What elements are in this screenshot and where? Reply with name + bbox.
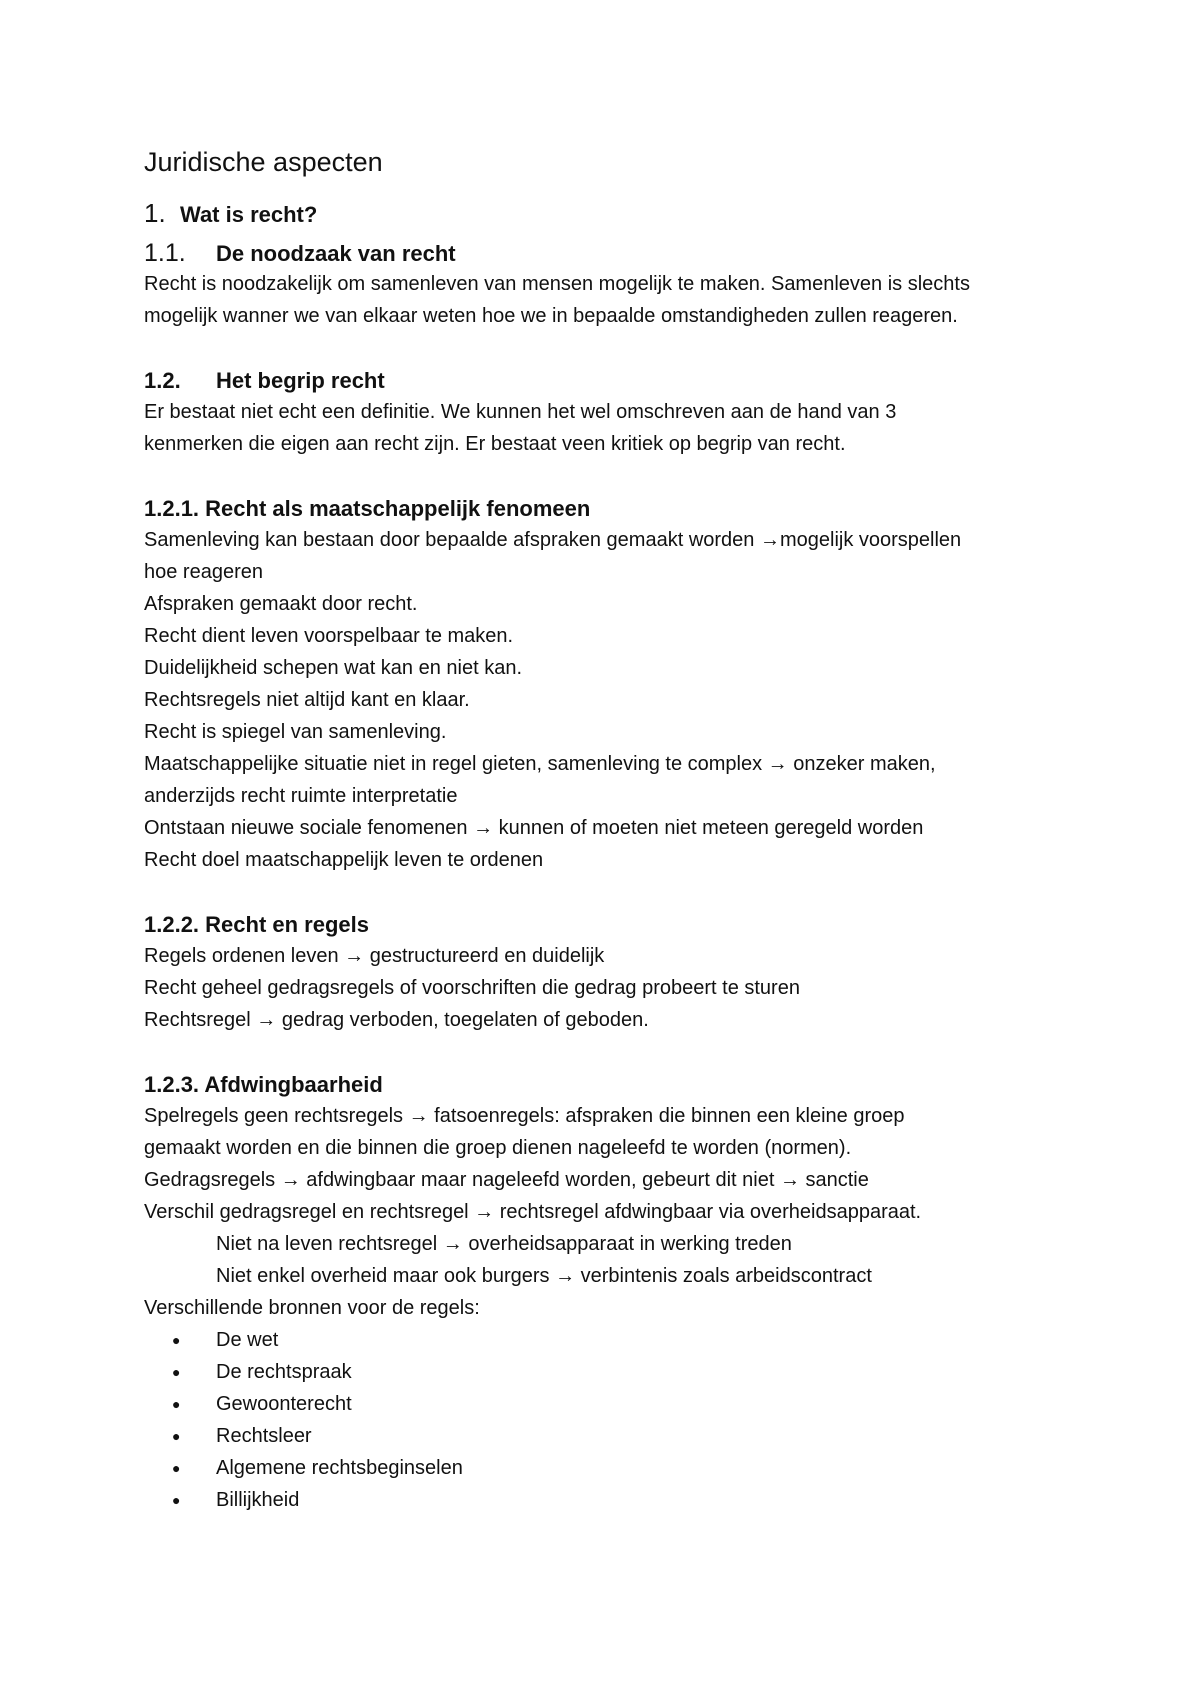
paragraph-line: anderzijds recht ruimte interpretatie: [144, 785, 458, 807]
heading-1-2-number: 1.2.: [144, 368, 181, 393]
bullet-icon: ●: [172, 1364, 181, 1380]
heading-1-2-3: 1.2.3. Afdwingbaarheid: [144, 1072, 383, 1097]
heading-1: [144, 198, 1074, 228]
heading-1-1-number: 1.1.: [144, 239, 186, 267]
paragraph-line: mogelijk wanner we van elkaar weten hoe we in bepaalde omstandigheden zullen reageren.: [144, 305, 958, 327]
heading-1-2-text: Het begrip recht: [216, 368, 385, 393]
paragraph-line: Afspraken gemaakt door recht.: [144, 593, 418, 615]
heading-1-text: Wat is recht?: [180, 202, 318, 227]
paragraph-line: Recht dient leven voorspelbaar te maken.: [144, 625, 514, 647]
paragraph-line: Rechtsregel → gedrag verboden, toegelaten of geboden.: [144, 1009, 649, 1031]
paragraph-line: gemaakt worden en die binnen die groep dienen nageleefd te worden (normen).: [144, 1137, 852, 1159]
document-title: Juridische aspecten: [144, 147, 383, 177]
sources-intro: Verschillende bronnen voor de regels:: [144, 1297, 480, 1319]
paragraph-line: Spelregels geen rechtsregels → fatsoenregels: afspraken die binnen een kleine groep: [144, 1105, 905, 1127]
paragraph-line: Samenleving kan bestaan door bepaalde afspraken gemaakt worden →mogelijk voorspellen: [144, 529, 962, 551]
paragraph-line: Verschil gedragsregel en rechtsregel → rechtsregel afdwingbaar via overheidsapparaat.: [144, 1201, 922, 1223]
paragraph-line: Gedragsregels → afdwingbaar maar nageleefd worden, gebeurt dit niet → sanctie: [144, 1169, 869, 1191]
bullet-icon: ●: [172, 1428, 181, 1444]
paragraph-line: hoe reageren: [144, 561, 263, 583]
list-item-text: Algemene rechtsbeginselen: [216, 1457, 463, 1479]
list-item-text: Billijkheid: [216, 1489, 300, 1511]
paragraph-line: Regels ordenen leven → gestructureerd en duidelijk: [144, 945, 605, 967]
list-item-text: Gewoonterecht: [216, 1393, 352, 1415]
list-item: [144, 1324, 1074, 1356]
heading-1-1: [144, 238, 1074, 268]
sources-list: [144, 1324, 1074, 1516]
list-item: [144, 1356, 1074, 1388]
heading-1-2: [144, 366, 1074, 396]
bullet-icon: ●: [172, 1332, 181, 1348]
paragraph-line: Er bestaat niet echt een definitie. We kunnen het wel omschreven aan de hand van 3: [144, 401, 897, 423]
paragraph-line: Duidelijkheid schepen wat kan en niet kan.: [144, 657, 523, 679]
list-item: [144, 1452, 1074, 1484]
list-item-text: De rechtspraak: [216, 1361, 352, 1383]
list-item: [144, 1420, 1074, 1452]
paragraph-line: Recht is spiegel van samenleving.: [144, 721, 447, 743]
heading-1-2-1: 1.2.1. Recht als maatschappelijk fenomeen: [144, 496, 591, 521]
bullet-icon: ●: [172, 1460, 181, 1476]
paragraph-line: Recht geheel gedragsregels of voorschriften die gedrag probeert te sturen: [144, 977, 800, 999]
paragraph-line: Maatschappelijke situatie niet in regel gieten, samenleving te complex → onzeker maken,: [144, 753, 936, 775]
list-item-text: Rechtsleer: [216, 1425, 312, 1447]
bullet-icon: ●: [172, 1492, 181, 1508]
paragraph-line: Recht is noodzakelijk om samenleven van mensen mogelijk te maken. Samenleven is slechts: [144, 273, 970, 295]
document-page: [144, 142, 1074, 1516]
paragraph-line: Rechtsregels niet altijd kant en klaar.: [144, 689, 470, 711]
paragraph-line: Recht doel maatschappelijk leven te ordenen: [144, 849, 544, 871]
list-item: [144, 1484, 1074, 1516]
heading-1-2-2: 1.2.2. Recht en regels: [144, 912, 369, 937]
list-item: [144, 1388, 1074, 1420]
heading-1-1-text: De noodzaak van recht: [216, 241, 456, 266]
indented-line: Niet enkel overheid maar ook burgers → verbintenis zoals arbeidscontract: [216, 1265, 872, 1287]
heading-1-number: 1.: [144, 198, 166, 228]
list-item-text: De wet: [216, 1329, 279, 1351]
indented-line: Niet na leven rechtsregel → overheidsapparaat in werking treden: [216, 1233, 792, 1255]
paragraph-line: kenmerken die eigen aan recht zijn. Er bestaat veen kritiek op begrip van recht.: [144, 433, 846, 455]
paragraph-line: Ontstaan nieuwe sociale fenomenen → kunnen of moeten niet meteen geregeld worden: [144, 817, 924, 839]
bullet-icon: ●: [172, 1396, 181, 1412]
